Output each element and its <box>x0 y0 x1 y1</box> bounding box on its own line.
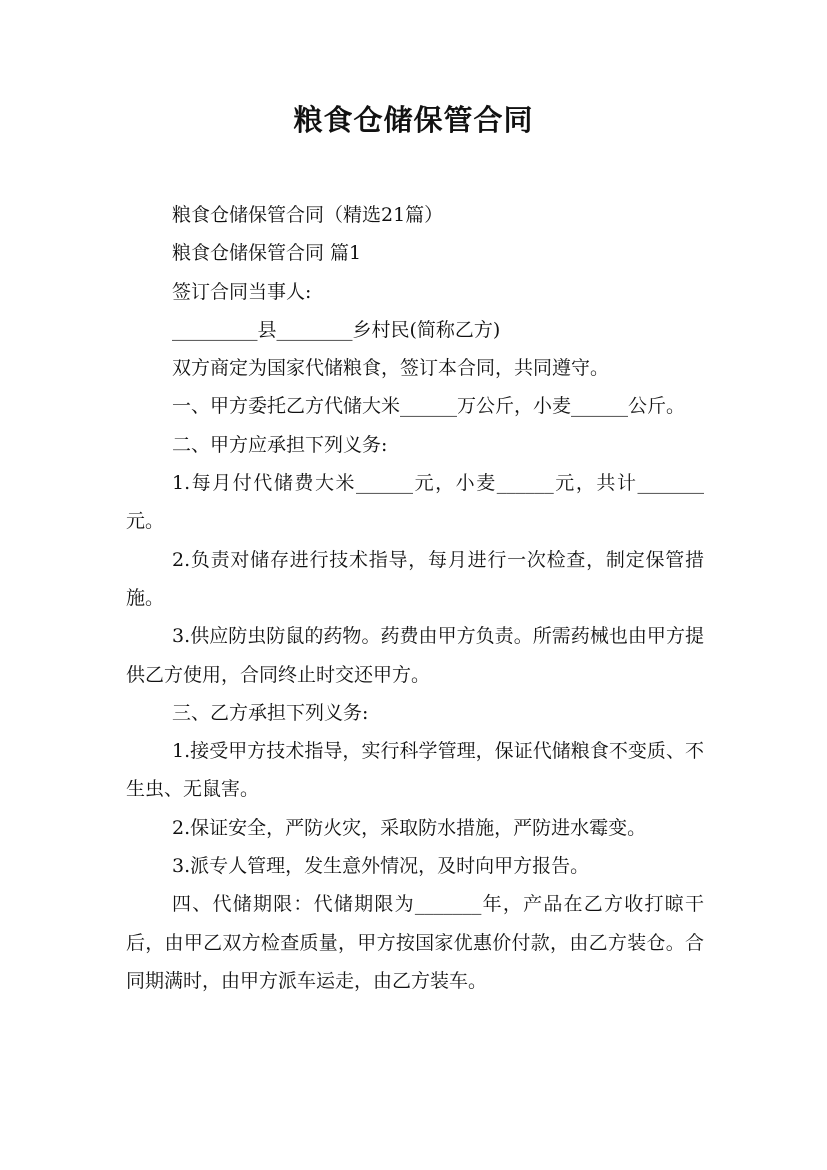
paragraph-subtitle: 粮食仓储保管合同（精选21篇） <box>172 204 444 226</box>
paragraph-clause-3-item-3: 3.派专人管理，发生意外情况，及时向甲方报告。 <box>172 855 590 878</box>
paragraph-clause-2-item-1: 1.每月付代储费大米______元，小麦______元，共计_______元。 <box>126 472 704 533</box>
paragraph-clause-2-heading: 二、甲方应承担下列义务: <box>172 433 388 456</box>
paragraph-clause-2-item-3: 3.供应防虫防鼠的药物。药费由甲方负责。所需药械也由甲方提供乙方使用，合同终止时交还甲方。 <box>126 625 704 686</box>
paragraph-clause-3-item-2: 2.保证安全，严防火灾，采取防水措施，严防进水霉变。 <box>172 816 647 839</box>
paragraph-party-b: _________县________乡村民(简称乙方) <box>172 318 501 341</box>
paragraph-agreement: 双方商定为国家代储粮食，签订本合同，共同遵守。 <box>172 357 610 380</box>
paragraph-clause-3-heading: 三、乙方承担下列义务: <box>172 701 369 724</box>
document-body <box>126 196 704 1000</box>
paragraph-clause-4: 四、代储期限：代储期限为_______年，产品在乙方收打晾干后，由甲乙双方检查质量，甲方按国家优惠价付款，由乙方装仓。合同期满时，由甲方派车运走，由乙方装车。 <box>126 893 704 992</box>
paragraph-clause-1: 一、甲方委托乙方代储大米______万公斤，小麦______公斤。 <box>172 395 686 418</box>
paragraph-parties-label: 签订合同当事人: <box>172 280 312 303</box>
paragraph-section-heading: 粮食仓储保管合同 篇1 <box>172 242 362 265</box>
paragraph-clause-2-item-2: 2.负责对储存进行技术指导，每月进行一次检查，制定保管措施。 <box>126 548 704 609</box>
document-title: 粮食仓储保管合同 <box>293 103 534 137</box>
paragraph-clause-3-item-1: 1.接受甲方技术指导，实行科学管理，保证代储粮食不变质、不生虫、无鼠害。 <box>126 740 704 801</box>
